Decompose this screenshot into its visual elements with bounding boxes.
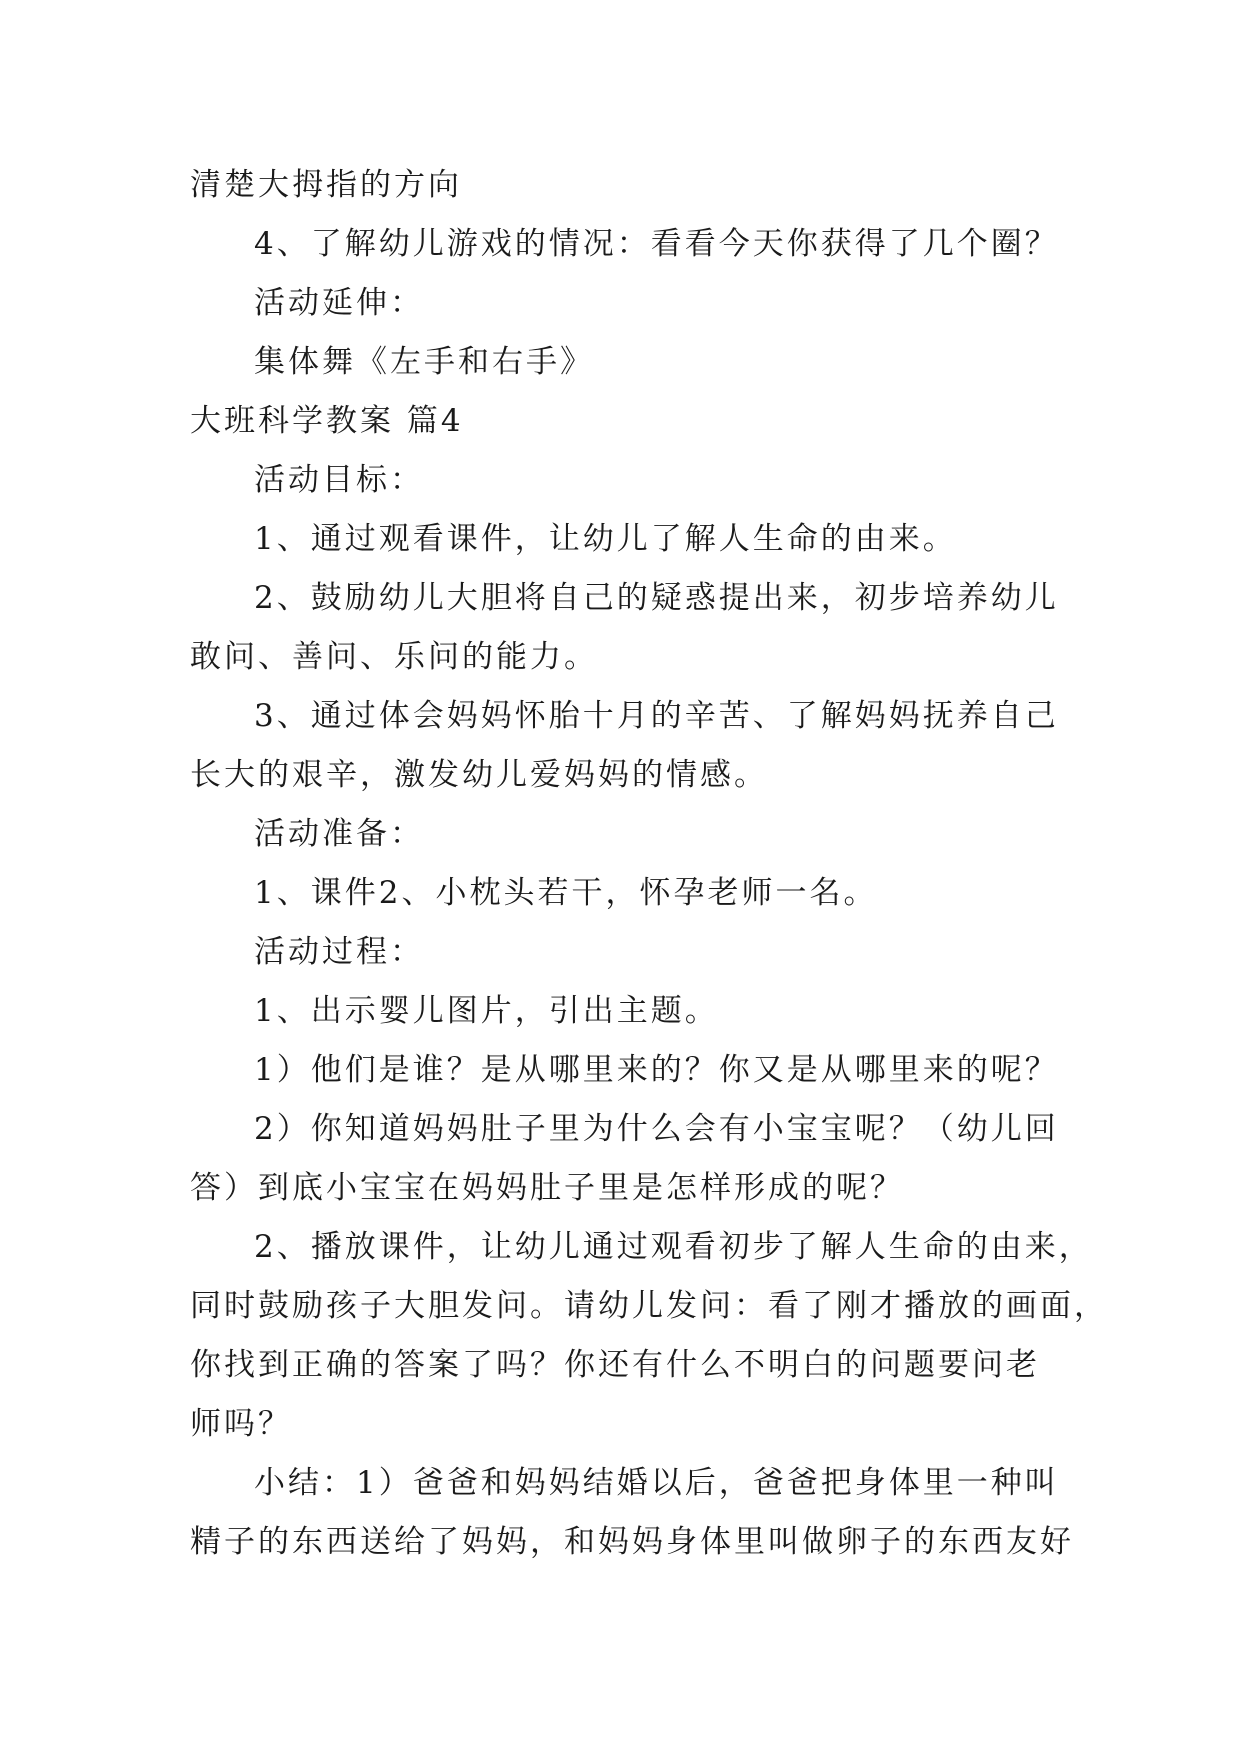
text-line: 2、播放课件，让幼儿通过观看初步了解人生命的由来， — [254, 1229, 1093, 1265]
section-heading: 大班科学教案 篇4 — [190, 403, 464, 439]
text-line: 你找到正确的答案了吗？你还有什么不明白的问题要问老 — [190, 1347, 1040, 1383]
text-line: 1、出示婴儿图片，引出主题。 — [254, 993, 719, 1029]
text-line: 敢问、善问、乐问的能力。 — [190, 639, 598, 675]
text-line: 师吗？ — [190, 1406, 292, 1442]
section-label: 活动目标： — [254, 462, 424, 498]
text-line: 长大的艰辛，激发幼儿爱妈妈的情感。 — [190, 757, 768, 793]
text-line: 小结：1）爸爸和妈妈结婚以后，爸爸把身体里一种叫 — [254, 1465, 1059, 1501]
text-line: 集体舞《左手和右手》 — [254, 344, 594, 380]
text-line: 3、通过体会妈妈怀胎十月的辛苦、了解妈妈抚养自己 — [254, 698, 1059, 734]
text-line: 2、鼓励幼儿大胆将自己的疑惑提出来，初步培养幼儿 — [254, 580, 1059, 616]
text-line: 答）到底小宝宝在妈妈肚子里是怎样形成的呢？ — [190, 1170, 904, 1206]
text-line: 清楚大拇指的方向 — [190, 167, 462, 203]
document-page — [190, 156, 1108, 1572]
section-label: 活动准备： — [254, 816, 424, 852]
section-label: 活动过程： — [254, 934, 424, 970]
text-line: 4、了解幼儿游戏的情况：看看今天你获得了几个圈？ — [254, 226, 1059, 262]
text-line: 同时鼓励孩子大胆发问。请幼儿发问：看了刚才播放的画面， — [190, 1288, 1108, 1324]
text-line: 精子的东西送给了妈妈，和妈妈身体里叫做卵子的东西友好 — [190, 1524, 1074, 1560]
text-line: 1）他们是谁？是从哪里来的？你又是从哪里来的呢？ — [254, 1052, 1059, 1088]
text-line: 2）你知道妈妈肚子里为什么会有小宝宝呢？（幼儿回 — [254, 1111, 1059, 1147]
text-line: 1、课件2、小枕头若干，怀孕老师一名。 — [254, 875, 878, 911]
section-label: 活动延伸： — [254, 285, 424, 321]
text-line: 1、通过观看课件，让幼儿了解人生命的由来。 — [254, 521, 957, 557]
